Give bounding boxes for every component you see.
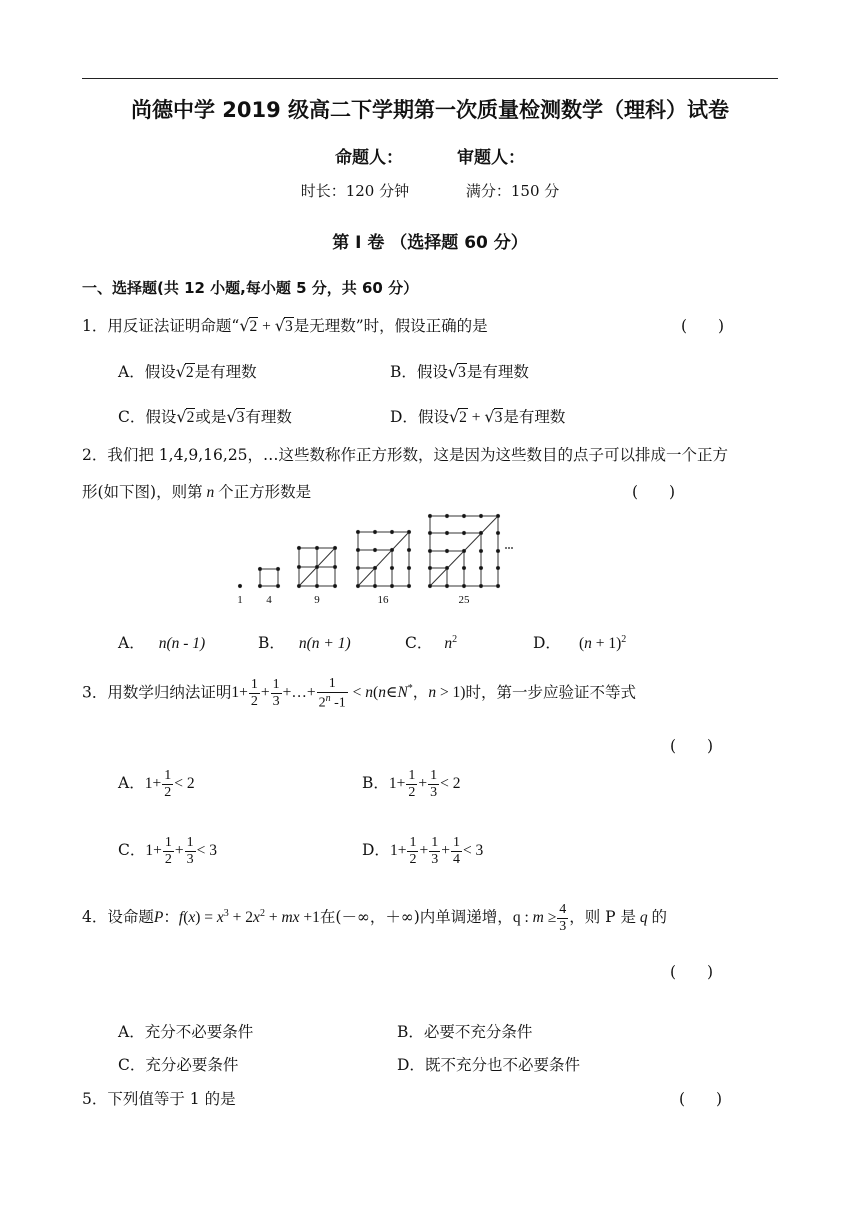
figure-label: 4	[266, 594, 272, 606]
math-expression: $(n + 1)^2$	[578, 633, 627, 652]
option-label: B．	[397, 1023, 424, 1041]
option-d	[533, 631, 626, 653]
option-label: C．	[118, 841, 146, 860]
math-expression: 1+ $\frac{1}{2}$ + $\frac{1}{3}$ + $\frac{1}{4}$ < 3	[389, 835, 484, 868]
option-b	[258, 631, 351, 653]
option-text: 有理数	[245, 408, 292, 426]
question-text: 的	[651, 908, 668, 927]
option-b	[390, 360, 529, 382]
figure-label: 16	[377, 594, 389, 606]
answer-paren: ( )	[679, 1090, 723, 1108]
question-number: 3．	[82, 683, 108, 702]
option-d	[390, 405, 565, 427]
math-variable: q	[636, 909, 652, 927]
full-score: 满分：150 分	[465, 182, 560, 200]
option-text: 是有理数	[503, 408, 566, 426]
math-expression: P：$f(x) = x^3 + 2x^2$ + mx +1	[153, 908, 320, 927]
figure-label: 1	[237, 594, 243, 606]
option-label: B．	[258, 634, 285, 652]
option-label: C．	[118, 408, 146, 426]
option-a	[118, 1020, 253, 1042]
top-rule	[82, 78, 778, 79]
option-label: D．	[362, 841, 390, 860]
question-text: 时，第一步应验证不等式	[465, 683, 636, 702]
option-text: 必要不充分条件	[423, 1023, 533, 1041]
question-text: ，则 P 是	[569, 908, 637, 927]
option-text: 是有理数	[194, 363, 257, 381]
figure-label: 25	[458, 594, 470, 606]
math-expression: √2	[176, 407, 195, 426]
math-expression: n(n - 1)	[158, 635, 206, 652]
option-c	[118, 405, 292, 427]
answer-paren: ( )	[681, 317, 725, 335]
ellipsis-dots	[505, 547, 513, 549]
question-text: 在(－∞，＋∞)内单调递增，	[319, 908, 513, 927]
question-number: 2．	[82, 446, 108, 464]
math-expression: $n^2$	[444, 633, 458, 652]
option-d	[362, 835, 483, 868]
option-text: 假设	[144, 363, 176, 381]
figure-label: 9	[314, 594, 320, 606]
option-c	[118, 835, 217, 868]
question-text: 用反证法证明命题“	[107, 317, 240, 335]
option-label: A．	[118, 774, 145, 793]
question-3	[82, 676, 636, 712]
option-a	[118, 360, 257, 382]
option-a	[118, 768, 195, 801]
exam-meta	[0, 180, 860, 201]
option-a	[118, 631, 205, 653]
option-label: D．	[390, 408, 418, 426]
math-expression: 1+ $\frac{1}{2}$ + $\frac{1}{3}$ +…+ $\frac{1}{2^n -1}$ < n(n∈N*，n > 1)	[231, 676, 466, 711]
math-expression: √2 + √3	[239, 316, 293, 335]
authors-line	[0, 143, 860, 168]
option-label: D．	[533, 634, 561, 652]
math-expression: √2	[175, 362, 194, 381]
page-title: 尚德中学 2019 级高二下学期第一次质量检测数学（理科）试卷	[130, 98, 730, 122]
option-c	[118, 1053, 238, 1075]
option-label: C．	[118, 1056, 146, 1074]
option-text: 是有理数	[466, 363, 529, 381]
option-label: B．	[390, 363, 417, 381]
square-9	[297, 546, 336, 587]
option-b	[397, 1020, 532, 1042]
part-title: 第 Ⅰ 卷 （选择题 60 分）	[332, 233, 528, 253]
math-expression: 1+ $\frac{1}{2}$ < 2	[144, 768, 195, 801]
answer-paren: ( )	[632, 483, 676, 501]
question-4	[82, 902, 667, 935]
math-expression: √3	[226, 407, 245, 426]
question-number: 5．	[82, 1090, 108, 1108]
answer-paren: ( )	[670, 963, 714, 981]
question-2	[82, 443, 728, 465]
math-expression: q : m ≥ $\frac{4}{3}$	[512, 902, 567, 935]
option-text: 充分必要条件	[145, 1056, 239, 1074]
question-text: 用数学归纳法证明	[107, 683, 232, 702]
option-text: 或是	[195, 408, 227, 426]
square-numbers-figure	[228, 510, 528, 608]
question-text: 我们把 1,4,9,16,25，…这些数称作正方形数，这是因为这些数目的点子可以排成一个正方	[107, 446, 729, 464]
question-2-line2	[82, 480, 311, 502]
question-text: 设命题	[107, 908, 154, 927]
math-variable: n	[202, 484, 219, 501]
question-5	[82, 1087, 236, 1109]
question-text: 是无理数”时，假设正确的是	[293, 317, 488, 335]
option-c	[405, 631, 457, 653]
math-expression: 1+ $\frac{1}{2}$ + $\frac{1}{3}$ < 3	[145, 835, 217, 868]
math-expression: 1+ $\frac{1}{2}$ + $\frac{1}{3}$ < 2	[388, 768, 461, 801]
square-25	[428, 514, 499, 587]
reviewer-label: 审题人：	[456, 148, 525, 168]
option-label: D．	[397, 1056, 425, 1074]
option-label: A．	[118, 634, 145, 652]
option-text: 假设	[416, 363, 448, 381]
square-16	[356, 530, 410, 587]
option-label: B．	[362, 774, 389, 793]
question-number: 1．	[82, 317, 108, 335]
square-4	[258, 567, 279, 587]
dot-1	[238, 584, 241, 587]
option-label: A．	[118, 1023, 145, 1041]
question-text: 下列值等于 1 的是	[107, 1090, 236, 1108]
proposer-label: 命题人：	[335, 148, 404, 168]
option-label: C．	[405, 634, 433, 652]
answer-paren: ( )	[670, 737, 714, 755]
option-label: A．	[118, 363, 145, 381]
question-text: 个正方形数是	[218, 483, 312, 501]
math-expression: √2 + √3	[448, 407, 503, 426]
option-text: 假设	[145, 408, 177, 426]
option-b	[362, 768, 461, 801]
question-number: 4．	[82, 908, 108, 927]
option-text: 既不充分也不必要条件	[424, 1056, 580, 1074]
duration: 时长：120 分钟	[300, 182, 410, 200]
question-text: 形(如下图)，则第	[82, 483, 203, 501]
option-text: 充分不必要条件	[144, 1023, 254, 1041]
option-d	[397, 1053, 580, 1075]
math-expression: √3	[447, 362, 466, 381]
section-title: 一、选择题(共 12 小题,每小题 5 分，共 60 分）	[82, 279, 419, 297]
question-1	[82, 314, 488, 336]
math-expression: n(n + 1)	[298, 635, 351, 652]
option-text: 假设	[417, 408, 449, 426]
